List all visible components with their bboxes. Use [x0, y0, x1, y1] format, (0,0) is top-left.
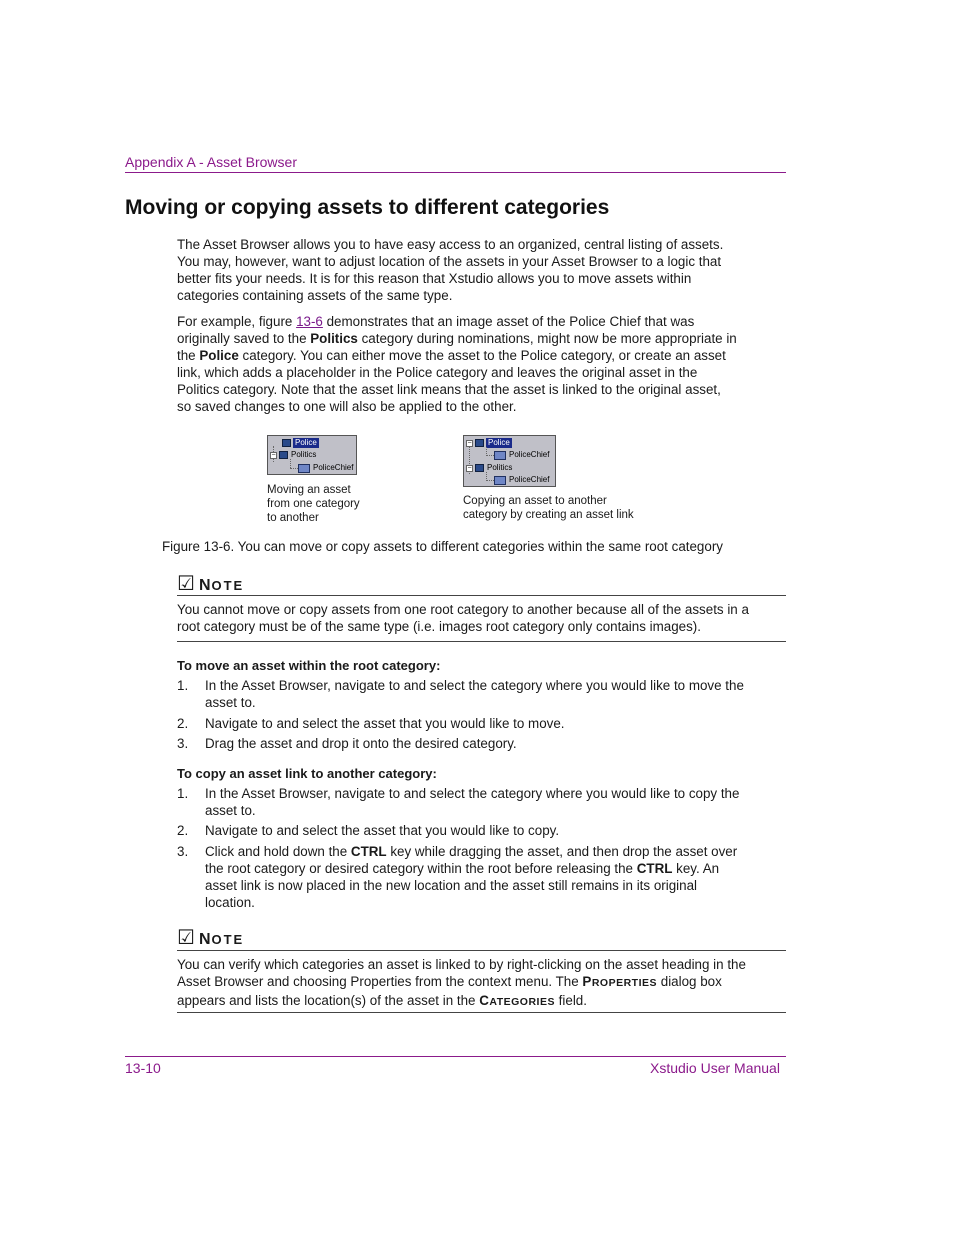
category-icon: [475, 439, 484, 447]
tree-row-policechief: PoliceChief: [298, 463, 354, 473]
tree-row-politics: − Politics: [271, 450, 317, 459]
category-icon: [282, 439, 291, 447]
collapse-toggle-icon: −: [467, 439, 472, 447]
copy-asset-screenshot: [463, 435, 556, 487]
page-title: Moving or copying assets to different categories: [125, 196, 610, 219]
move-caption: Moving an asset from one category to another: [267, 484, 360, 524]
note-top-rule: [177, 595, 786, 596]
asset-link-icon: [494, 451, 506, 460]
example-paragraph: For example, figure 13-6 demonstrates that an image asset of the Police Chief that was originally saved to the Politics category during nominations, might now be more appropriate in the Police category. You can either move the asset to the Police category, or create an asset link, which adds a placeholder in the Police category and leaves the original asset in the Politics category. Note that the asset link means that the asset is linked to the original asset, so saved changes to one will also be applied to the other.: [177, 314, 737, 414]
tree-row-asset-link: PoliceChief: [494, 450, 550, 460]
note-bottom-rule: [177, 641, 786, 642]
note-heading: ☑ N OTE: [177, 573, 245, 595]
footer-rule: [125, 1056, 786, 1057]
collapse-toggle-icon: −: [271, 451, 276, 459]
note-top-rule: [177, 950, 786, 951]
note-text: You cannot move or copy assets from one root category to another because all of the assets in a root category must be of the same type (i.e. images root category only contains images).: [177, 602, 749, 634]
collapse-toggle-icon: −: [467, 464, 472, 472]
figure-caption: Figure 13-6. You can move or copy assets to different categories within the same root category: [162, 539, 723, 554]
tree-row-police: Police: [282, 438, 319, 448]
move-heading: To move an asset within the root category:: [177, 658, 441, 673]
tree-row-politics: − Politics: [467, 463, 513, 472]
note-bottom-rule: [177, 1012, 786, 1013]
category-icon: [475, 464, 484, 472]
note-heading: ☑ N OTE: [177, 927, 245, 949]
copy-caption: Copying an asset to another category by creating an asset link: [463, 495, 634, 521]
tree-row-police: − Police: [467, 438, 510, 447]
running-header: Appendix A - Asset Browser: [125, 154, 297, 170]
move-asset-screenshot: [267, 435, 357, 475]
manual-title: Xstudio User Manual: [650, 1060, 780, 1076]
copy-heading: To copy an asset link to another category:: [177, 766, 437, 781]
category-icon: [279, 451, 288, 459]
header-rule: [125, 172, 786, 173]
checkbox-check-icon: ☑: [177, 573, 195, 595]
tree-row-policechief: PoliceChief: [494, 475, 550, 485]
note-text: You can verify which categories an asset is linked to by right-clicking on the asset heading in the Asset Browser and choosing Properties from the context menu. The PROPERTIES dialog box appears and lists the location(s) of the asset in the CATEGORIES field.: [177, 957, 746, 1008]
checkbox-check-icon: ☑: [177, 927, 195, 949]
page-number: 13-10: [125, 1060, 161, 1076]
image-asset-icon: [298, 464, 310, 473]
image-asset-icon: [494, 476, 506, 485]
figure-link[interactable]: 13-6: [296, 314, 323, 329]
intro-paragraph: The Asset Browser allows you to have easy access to an organized, central listing of assets. You may, however, want to adjust location of the assets in your Asset Browser to a logic that better fits your needs. It is for this reason that Xstudio allows you to move assets within categories containing assets of the same type.: [177, 237, 724, 303]
